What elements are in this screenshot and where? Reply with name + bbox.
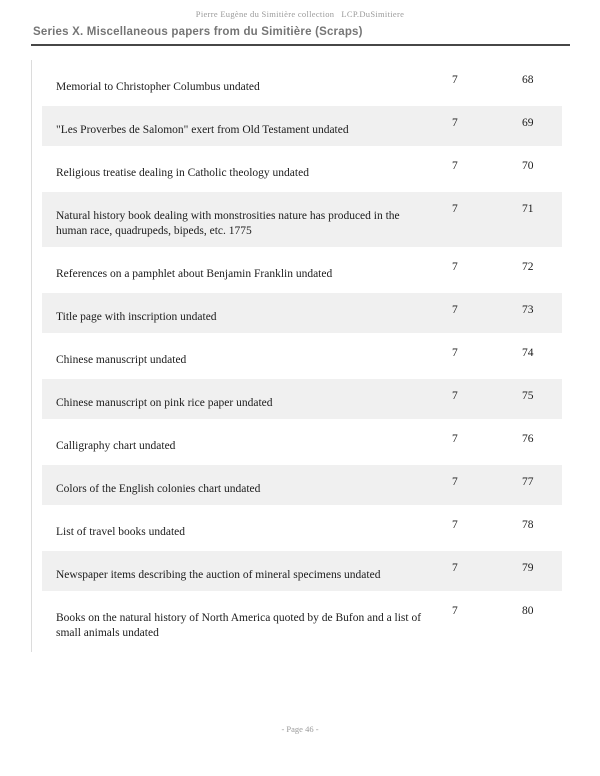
folder-number: 72 — [522, 261, 534, 273]
box-number: 7 — [432, 293, 498, 333]
box-number: 7 — [452, 160, 458, 172]
folder-number: 78 — [522, 519, 534, 531]
item-title: "Les Proverbes de Salomon" exert from Old Testament undated — [42, 106, 432, 146]
table-row — [42, 551, 562, 591]
box-number: 7 — [432, 379, 498, 419]
collection-header — [0, 9, 600, 20]
item-title: Natural history book dealing with monstrosities nature has produced in the human race, quadrupeds, bipeds, etc. 1775 — [42, 192, 432, 247]
folder-number: 69 — [498, 106, 562, 146]
series-heading: Series X. Miscellaneous papers from du Simitière (Scraps) — [33, 26, 363, 38]
box-number: 7 — [452, 433, 458, 445]
folder-number: 76 — [522, 433, 534, 445]
table-row — [42, 594, 562, 649]
table-row — [42, 106, 562, 146]
box-number: 7 — [432, 106, 498, 146]
folder-number: 80 — [522, 605, 534, 617]
box-number: 7 — [452, 347, 458, 359]
box-number: 7 — [432, 192, 498, 247]
box-number: 7 — [432, 465, 498, 505]
item-title: Books on the natural history of North America quoted by de Bufon and a list of small animals undated — [56, 612, 422, 639]
container-listing — [31, 60, 562, 652]
box-number: 7 — [452, 519, 458, 531]
folder-number: 70 — [522, 160, 534, 172]
item-title: References on a pamphlet about Benjamin Franklin undated — [56, 268, 333, 280]
item-title: Calligraphy chart undated — [56, 440, 176, 452]
item-title: Colors of the English colonies chart undated — [42, 465, 432, 505]
section-divider-rule — [31, 44, 570, 46]
table-body — [42, 63, 562, 649]
container-table — [42, 60, 562, 652]
folder-number: 75 — [498, 379, 562, 419]
table-row — [42, 63, 562, 103]
folder-number: 79 — [498, 551, 562, 591]
folder-number: 73 — [498, 293, 562, 333]
box-number: 7 — [452, 261, 458, 273]
table-row — [42, 250, 562, 290]
box-number: 7 — [452, 74, 458, 86]
item-title: Religious treatise dealing in Catholic theology undated — [56, 167, 309, 179]
collection-code: LCP.DuSimitiere — [341, 9, 405, 19]
box-number: 7 — [432, 551, 498, 591]
folder-number: 74 — [522, 347, 534, 359]
item-title: Chinese manuscript undated — [56, 354, 187, 366]
page-footer: - Page 46 - — [281, 724, 319, 734]
collection-title: Pierre Eugène du Simitière collection — [195, 9, 335, 19]
table-row — [42, 336, 562, 376]
table-row — [42, 508, 562, 548]
item-title: Title page with inscription undated — [42, 293, 432, 333]
folder-number: 77 — [498, 465, 562, 505]
item-title: Chinese manuscript on pink rice paper undated — [42, 379, 432, 419]
item-title: Memorial to Christopher Columbus undated — [56, 81, 260, 93]
table-row — [42, 192, 562, 247]
table-row — [42, 293, 562, 333]
item-title: List of travel books undated — [56, 526, 186, 538]
box-number: 7 — [452, 605, 458, 617]
table-row — [42, 149, 562, 189]
folder-number: 68 — [522, 74, 534, 86]
table-row — [42, 422, 562, 462]
table-row — [42, 379, 562, 419]
item-title: Newspaper items describing the auction of mineral specimens undated — [42, 551, 432, 591]
table-row — [42, 465, 562, 505]
folder-number: 71 — [498, 192, 562, 247]
